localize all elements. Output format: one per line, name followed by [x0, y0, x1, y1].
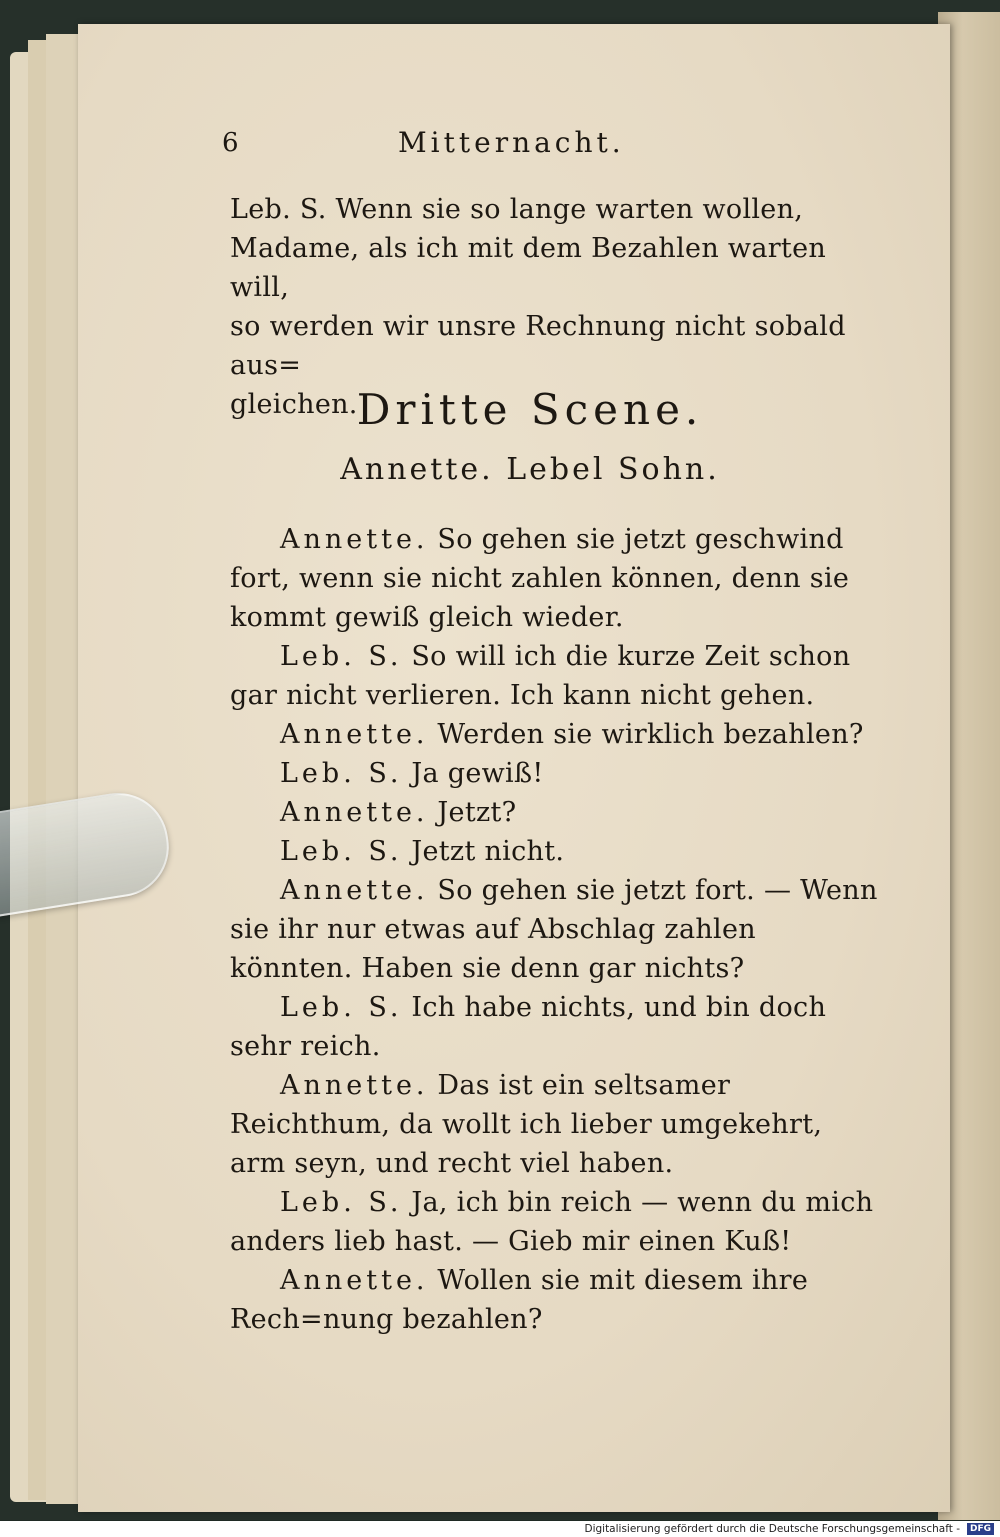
dfg-logo: DFG	[967, 1523, 994, 1535]
scene-heading: Dritte Scene.	[356, 385, 704, 434]
speaker: Leb. S.	[280, 641, 403, 672]
speech: Jetzt?	[437, 797, 517, 828]
speaker: Annette.	[280, 719, 429, 750]
speaker: Annette.	[280, 1070, 429, 1101]
dialogue-line	[230, 793, 880, 832]
dialogue-line	[230, 1183, 880, 1261]
speaker: Annette.	[280, 875, 429, 906]
dialogue-line	[230, 871, 880, 988]
speech: Wollen sie mit diesem ihre Rech=nung bezahlen?	[230, 1265, 809, 1335]
text-line: so werden wir unsre Rechnung nicht sobald aus=	[230, 311, 846, 381]
speech: Das ist ein seltsamer Reichthum, da wollt ich lieber umgekehrt, arm seyn, und recht viel haben.	[230, 1070, 823, 1179]
text-line: Leb. S. Wenn sie so lange warten wollen,	[230, 194, 804, 225]
book-page	[78, 24, 950, 1512]
dialogue-line	[230, 1066, 880, 1183]
speaker: Leb. S.	[280, 992, 403, 1023]
speaker: Annette.	[280, 797, 429, 828]
scene-characters: Annette. Lebel Sohn.	[340, 452, 720, 487]
speaker: Annette.	[280, 524, 429, 555]
speech: Ich habe nichts, und bin doch sehr reich.	[230, 992, 827, 1062]
speech: Werden sie wirklich bezahlen?	[437, 719, 864, 750]
dialogue-line	[230, 1261, 880, 1339]
speech: Ja gewiß!	[411, 758, 544, 789]
text-line: Madame, als ich mit dem Bezahlen warten will,	[230, 233, 827, 303]
speech: So gehen sie jetzt geschwind fort, wenn sie nicht zahlen können, denn sie kommt gewiß gleich wieder.	[230, 524, 850, 633]
dialogue-line	[230, 988, 880, 1066]
speech: Ja, ich bin reich — wenn du mich anders lieb hast. — Gieb mir einen Kuß!	[230, 1187, 874, 1257]
dialogue-line	[230, 715, 880, 754]
dialogue-line	[230, 637, 880, 715]
page-number: 6	[222, 128, 239, 158]
running-title: Mitternacht.	[398, 126, 625, 159]
speech: So will ich die kurze Zeit schon gar nicht verlieren. Ich kann nicht gehen.	[230, 641, 851, 711]
speaker: Leb. S.	[280, 758, 403, 789]
dialogue-line	[230, 754, 880, 793]
dialogue-line	[230, 520, 880, 637]
speaker: Leb. S.	[280, 836, 403, 867]
speaker: Annette.	[280, 1265, 429, 1296]
dialogue	[230, 520, 880, 1339]
speaker: Leb. S.	[280, 1187, 403, 1218]
text-line: gleichen.	[230, 389, 358, 420]
speech: Jetzt nicht.	[411, 836, 565, 867]
speech: So gehen sie jetzt fort. — Wenn sie ihr nur etwas auf Abschlag zahlen könnten. Haben sie denn gar nichts?	[230, 875, 878, 984]
dialogue-line	[230, 832, 880, 871]
footer-credit: Digitalisierung gefördert durch die Deutsche Forschungsgemeinschaft -	[584, 1523, 960, 1535]
